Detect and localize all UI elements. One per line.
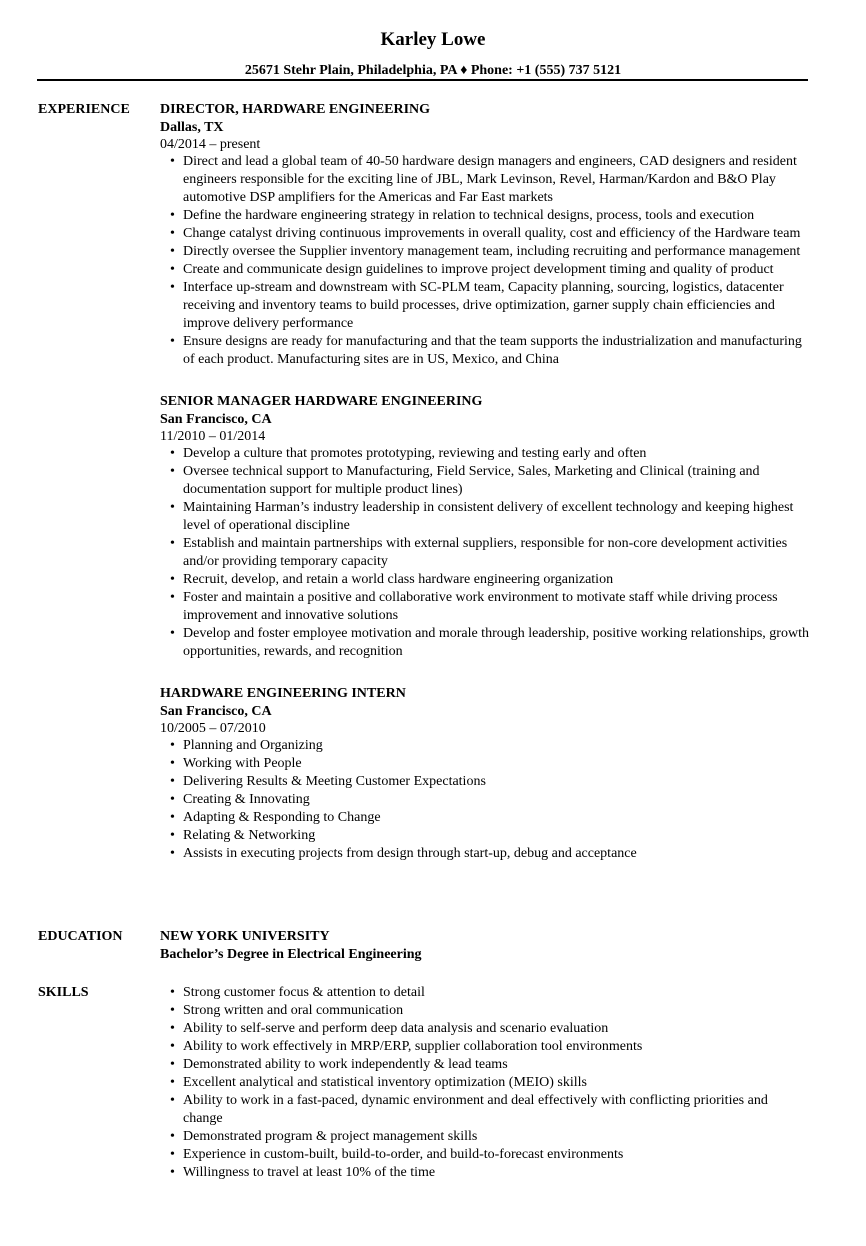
skills-label: SKILLS [38, 985, 89, 1000]
education-label: EDUCATION [38, 929, 123, 944]
list-item: • Create and communicate design guidelines to improve project development timing and quality of product [160, 261, 810, 279]
list-item: • Experience in custom-built, build-to-order, and build-to-forecast environments [160, 1146, 810, 1164]
job-dates: 10/2005 – 07/2010 [160, 721, 266, 736]
list-item: • Assists in executing projects from design through start-up, debug and acceptance [160, 845, 810, 863]
skills-list [160, 984, 810, 1182]
job-title: DIRECTOR, HARDWARE ENGINEERING [160, 102, 431, 117]
job-bullets [160, 153, 810, 369]
list-item: • Maintaining Harman’s industry leadership in consistent delivery of excellent technology and keeping highest level of operational discipline [160, 499, 810, 535]
list-item: • Strong customer focus & attention to detail [160, 984, 810, 1002]
list-item: • Develop and foster employee motivation and morale through leadership, positive working relationships, growth opportunities, rewards, and recognition [160, 625, 810, 661]
list-item: • Ability to work in a fast-paced, dynamic environment and deal effectively with conflicting priorities and change [160, 1092, 810, 1128]
experience-label: EXPERIENCE [38, 102, 130, 117]
list-item: • Directly oversee the Supplier inventory management team, including recruiting and performance management [160, 243, 810, 261]
list-item: • Adapting & Responding to Change [160, 809, 810, 827]
job-1 [160, 101, 810, 369]
list-item: • Establish and maintain partnerships with external suppliers, responsible for non-core development activities and/or providing temporary capacity [160, 535, 810, 571]
list-item: • Demonstrated program & project management skills [160, 1128, 810, 1146]
header-divider [37, 79, 808, 81]
list-item: • Strong written and oral communication [160, 1002, 810, 1020]
job-bullets [160, 737, 810, 863]
list-item: • Demonstrated ability to work independently & lead teams [160, 1056, 810, 1074]
job-2 [160, 393, 810, 661]
list-item: • Working with People [160, 755, 810, 773]
list-item: • Change catalyst driving continuous improvements in overall quality, cost and efficiency of the Hardware team [160, 225, 810, 243]
job-location: Dallas, TX [160, 120, 224, 135]
education-body [160, 928, 810, 964]
degree: Bachelor’s Degree in Electrical Engineering [160, 947, 422, 962]
list-item: • Excellent analytical and statistical inventory optimization (MEIO) skills [160, 1074, 810, 1092]
list-item: • Ensure designs are ready for manufacturing and that the team supports the industrialization and manufacturing of each product. Manufacturing sites are in US, Mexico, and China [160, 333, 810, 369]
list-item: • Recruit, develop, and retain a world class hardware engineering organization [160, 571, 810, 589]
list-item: • Define the hardware engineering strategy in relation to technical designs, process, tools and execution [160, 207, 810, 225]
job-bullets [160, 445, 810, 661]
list-item: • Relating & Networking [160, 827, 810, 845]
list-item: • Foster and maintain a positive and collaborative work environment to motivate staff while driving process improvement and innovative solutions [160, 589, 810, 625]
job-title: HARDWARE ENGINEERING INTERN [160, 686, 406, 701]
list-item: • Direct and lead a global team of 40-50 hardware design managers and engineers, CAD designers and resident engineers responsible for the exciting line of JBL, Mark Levinson, Revel, Harman/Kardon and B&O Play automotive DSP amplifiers for the Americas and Far East markets [160, 153, 810, 207]
list-item: • Ability to self-serve and perform deep data analysis and scenario evaluation [160, 1020, 810, 1038]
list-item: • Planning and Organizing [160, 737, 810, 755]
contact-line: 25671 Stehr Plain, Philadelphia, PA ♦ Phone: +1 (555) 737 5121 [244, 63, 622, 78]
job-title: SENIOR MANAGER HARDWARE ENGINEERING [160, 394, 483, 409]
job-dates: 04/2014 – present [160, 137, 261, 152]
list-item: • Creating & Innovating [160, 791, 810, 809]
candidate-name: Karley Lowe [380, 29, 486, 50]
list-item: • Willingness to travel at least 10% of the time [160, 1164, 810, 1182]
job-dates: 11/2010 – 01/2014 [160, 429, 266, 444]
list-item: • Ability to work effectively in MRP/ERP, supplier collaboration tool environments [160, 1038, 810, 1056]
list-item: • Oversee technical support to Manufacturing, Field Service, Sales, Marketing and Clinical (training and documentation support for multiple product lines) [160, 463, 810, 499]
school-name: NEW YORK UNIVERSITY [160, 929, 330, 944]
list-item: • Interface up-stream and downstream with SC-PLM team, Capacity planning, sourcing, logistics, datacenter receiving and inventory teams to build processes, drive optimization, garner supply chain efficiencies and improve delivery performance [160, 279, 810, 333]
experience-body [160, 101, 810, 863]
skills-body [160, 984, 810, 1182]
job-location: San Francisco, CA [160, 412, 272, 427]
job-location: San Francisco, CA [160, 704, 272, 719]
list-item: • Delivering Results & Meeting Customer Expectations [160, 773, 810, 791]
list-item: • Develop a culture that promotes prototyping, reviewing and testing early and often [160, 445, 810, 463]
job-3 [160, 685, 810, 863]
